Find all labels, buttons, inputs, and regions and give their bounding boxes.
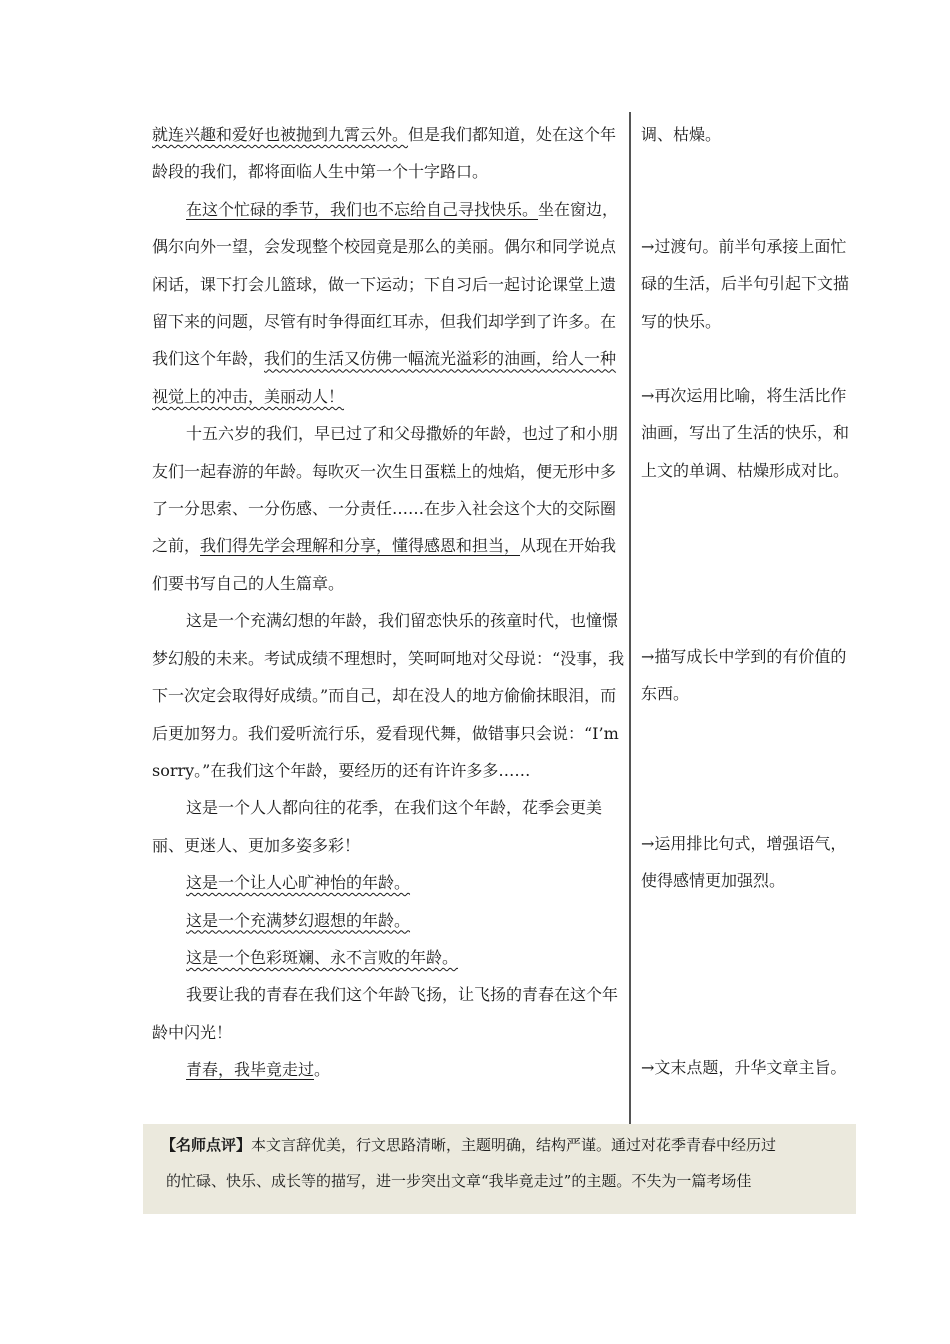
- underlined-sentence: 青春，我毕竟走过: [186, 1060, 315, 1080]
- wavy-underlined-sentence: 我们的生活又仿佛一幅流光溢彩的油画，给人一种视觉上的冲击，美丽动人！: [152, 349, 617, 406]
- annotation-note-4: →运用排比句式，增强语气，使得感情更加强烈。: [641, 834, 847, 891]
- essay-paragraph-2: [152, 191, 626, 415]
- essay-text: 从现在开始我们要书写自己的人生篇章。: [152, 536, 617, 593]
- annotation-note-5: →文末点题，升华文章主旨。: [641, 1058, 847, 1077]
- wavy-underlined-sentence: 这是一个让人心旷神怡的年龄。: [186, 873, 411, 893]
- essay-paragraph-9: 我要让我的青春在我们这个年龄飞扬，让飞扬的青春在这个年龄中闪光！: [152, 985, 619, 1042]
- underlined-sentence: 我们得先学会理解和分享，懂得感恩和担当，: [200, 536, 521, 556]
- underlined-sentence: 在这个忙碌的季节，我们也不忘给自己寻找快乐。: [186, 199, 539, 219]
- essay-paragraph-7: [152, 902, 626, 939]
- wavy-underlined-sentence: 这是一个色彩斑斓、永不言败的年龄。: [186, 947, 459, 967]
- essay-paragraph-8: [152, 939, 626, 976]
- wavy-underlined-sentence: 这是一个充满梦幻遐想的年龄。: [186, 910, 411, 930]
- review-line-2: 的忙碌、快乐、成长等的描写，进一步突出文章“我毕竟走过”的主题。不失为一篇考场佳: [166, 1172, 752, 1190]
- column-divider: [629, 112, 631, 1124]
- teacher-review-box: [143, 1124, 856, 1214]
- annotation-note-0: 调、枯燥。: [641, 125, 722, 144]
- essay-paragraph-6: [152, 864, 626, 901]
- wavy-underlined-sentence: 就连兴趣和爱好也被抛到九霄云外。: [152, 125, 409, 144]
- review-line-1: [161, 1127, 838, 1163]
- review-heading: 【名师点评】: [161, 1136, 252, 1154]
- annotation-note-2: →再次运用比喻，将生活比作油画，写出了生活的快乐，和上文的单调、枯燥形成对比。: [641, 386, 850, 480]
- annotation-note-1: →过渡句。前半句承接上面忙碌的生活，后半句引起下文描写的快乐。: [641, 237, 850, 331]
- essay-paragraph-5: 这是一个人人都向往的花季，在我们这个年龄，花季会更美丽、更迷人、更加多姿多彩！: [152, 798, 603, 855]
- essay-paragraph-3: [152, 415, 626, 602]
- annotation-note-3: →描写成长中学到的有价值的东西。: [641, 647, 847, 704]
- essay-column: [152, 116, 626, 1089]
- essay-paragraph-10: [152, 1051, 626, 1088]
- essay-text: 。: [314, 1060, 331, 1080]
- essay-text: 但是我们都知道，处在这个年龄段的我们，都将面临人生中第一个十字路口。: [152, 125, 617, 182]
- essay-paragraph-4: 这是一个充满幻想的年龄，我们留恋快乐的孩童时代，也憧憬梦幻般的未来。考试成绩不理想时，笑呵呵地对父母说：“没事，我下一次定会取得好成绩。”而自己，却在没人的地方偷偷抹眼泪，而后更加努力。我们爱听流行乐，爱看现代舞，做错事只会说：“I’m sorry。”在我们这个年龄，要经历的还有许许多多……: [152, 611, 625, 780]
- review-text: 本文言辞优美，行文思路清晰，主题明确，结构严谨。通过对花季青春中经历过: [251, 1136, 777, 1154]
- essay-paragraph-1: [152, 116, 626, 191]
- essay-text: 坐在窗边，偶尔向外一望，会发现整个校园竟是那么的美丽。偶尔和同学说点闲话，课下打会儿篮球，做一下运动；下自习后一起讨论课堂上遗留下来的问题，尽管有时争得面红耳赤，但我们却学到了许多。在我们这个年龄，: [152, 199, 619, 369]
- essay-text: 十五六岁的我们，早已过了和父母撒娇的年龄，也过了和小朋友们一起春游的年龄。每吹灭一次生日蛋糕上的烛焰，便无形中多了一分思索、一分伤感、一分责任……在步入社会这个大的交际圈之前，: [152, 424, 619, 556]
